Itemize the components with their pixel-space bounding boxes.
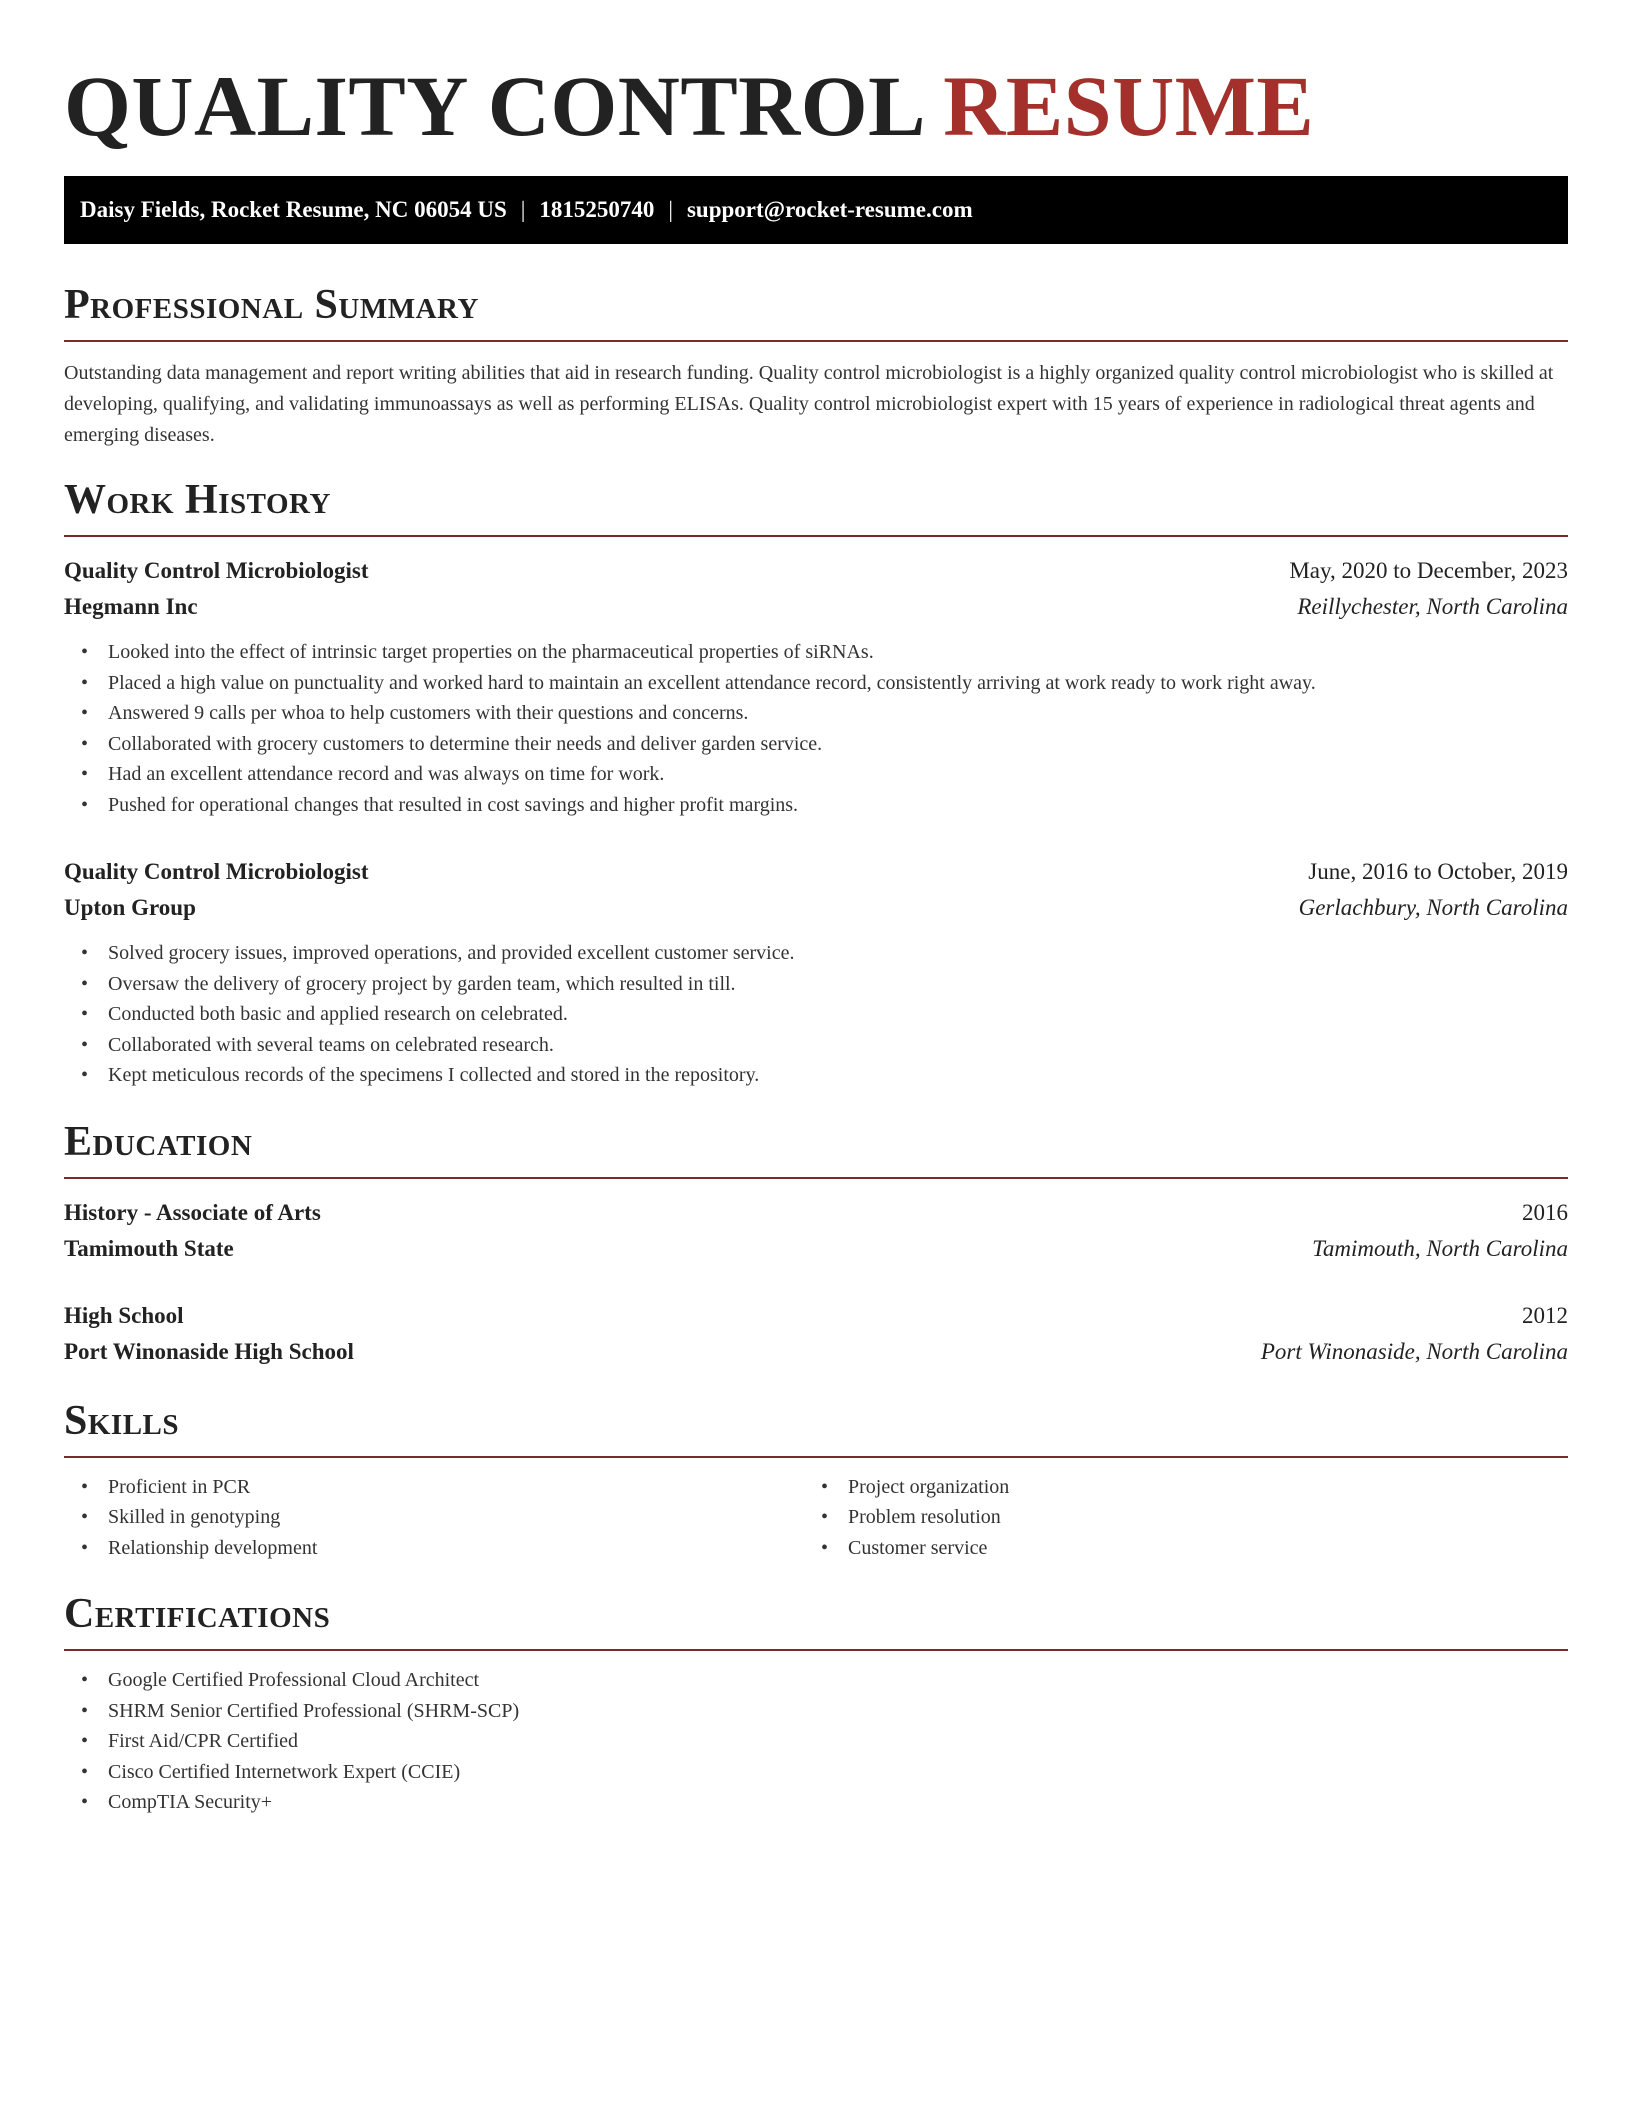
job-dates: May, 2020 to December, 2023 xyxy=(1289,558,1568,583)
education-degree: High School xyxy=(64,1302,184,1328)
job-entry xyxy=(64,553,1568,820)
summary-text: Outstanding data management and report writing abilities that aid in research funding. Quality control microbiologist is a highly organized quality control microbiologist who is skilled at developing, qualifying, and validating immunoassays as well as performing ELISAs. Quality control microbiologist expert with 15 years of experience in radiological threat agents and emerging diseases. xyxy=(64,362,1554,446)
contact-phone: 1815250740 xyxy=(539,197,655,222)
job-header-row xyxy=(64,553,1568,589)
skills-columns xyxy=(64,1472,1568,1564)
education-degree: History - Associate of Arts xyxy=(64,1199,321,1225)
job-bullet: • Placed a high value on punctuality and worked hard to maintain an excellent attendance record, consistently arriving at work ready to work right away. xyxy=(64,668,1568,699)
skills-list-left xyxy=(64,1472,804,1564)
job-bullet: • Conducted both basic and applied research on celebrated. xyxy=(64,999,1568,1030)
section-heading-skills: Skills xyxy=(64,1397,180,1444)
skill-item: • Skilled in genotyping xyxy=(64,1502,804,1533)
contact-separator: | xyxy=(520,197,526,222)
skill-item: • Proficient in PCR xyxy=(64,1472,804,1503)
job-bullet: • Solved grocery issues, improved operations, and provided excellent customer service. xyxy=(64,938,1568,969)
job-title: Quality Control Microbiologist xyxy=(64,558,369,583)
job-bullet: • Kept meticulous records of the specimens I collected and stored in the repository. xyxy=(64,1060,1568,1091)
education-school-row xyxy=(64,1334,1568,1370)
job-company: Hegmann Inc xyxy=(64,594,198,619)
education-entry xyxy=(64,1298,1568,1370)
education-degree-row xyxy=(64,1298,1568,1334)
certification-item: • SHRM Senior Certified Professional (SHRM-SCP) xyxy=(64,1696,1568,1727)
job-bullet: • Collaborated with grocery customers to determine their needs and deliver garden service. xyxy=(64,729,1568,760)
job-header-row xyxy=(64,854,1568,890)
certification-item: • First Aid/CPR Certified xyxy=(64,1726,1568,1757)
job-bullet: • Collaborated with several teams on celebrated research. xyxy=(64,1030,1568,1061)
section-heading-education: Education xyxy=(64,1118,253,1165)
job-location: Reillychester, North Carolina xyxy=(1297,594,1568,619)
section-divider xyxy=(64,1177,1568,1179)
education-year: 2016 xyxy=(1522,1199,1568,1225)
job-bullet: • Looked into the effect of intrinsic target properties on the pharmaceutical properties of siRNAs. xyxy=(64,637,1568,668)
job-company-row xyxy=(64,589,1568,625)
job-bullet: • Pushed for operational changes that resulted in cost savings and higher profit margins. xyxy=(64,790,1568,821)
certifications-section xyxy=(64,1589,1568,1818)
section-heading-summary: Professional Summary xyxy=(64,282,479,328)
job-company-row xyxy=(64,890,1568,926)
skills-list-right xyxy=(804,1472,1544,1564)
title-main: QUALITY CONTROL xyxy=(64,58,922,154)
education-year: 2012 xyxy=(1522,1302,1568,1328)
job-bullet: • Had an excellent attendance record and was always on time for work. xyxy=(64,759,1568,790)
education-degree-row xyxy=(64,1195,1568,1231)
section-divider xyxy=(64,535,1568,537)
contact-name-address: Daisy Fields, Rocket Resume, NC 06054 US xyxy=(80,197,507,222)
job-bullets xyxy=(64,637,1568,820)
job-location: Gerlachbury, North Carolina xyxy=(1298,895,1568,920)
skill-item: • Project organization xyxy=(804,1472,1544,1503)
skill-item: • Customer service xyxy=(804,1533,1544,1564)
resume-title xyxy=(64,0,1568,156)
skill-item: • Relationship development xyxy=(64,1533,804,1564)
education-location: Port Winonaside, North Carolina xyxy=(1260,1338,1568,1364)
education-section xyxy=(64,1117,1568,1370)
job-company: Upton Group xyxy=(64,895,196,920)
education-school: Tamimouth State xyxy=(64,1235,234,1261)
job-dates: June, 2016 to October, 2019 xyxy=(1308,859,1568,884)
job-title: Quality Control Microbiologist xyxy=(64,859,369,884)
job-bullet: • Oversaw the delivery of grocery project by garden team, which resulted in till. xyxy=(64,969,1568,1000)
education-school: Port Winonaside High School xyxy=(64,1338,354,1364)
certification-item: • Google Certified Professional Cloud Architect xyxy=(64,1665,1568,1696)
education-location: Tamimouth, North Carolina xyxy=(1312,1235,1568,1261)
certification-item: • CompTIA Security+ xyxy=(64,1787,1568,1818)
certification-item: • Cisco Certified Internetwork Expert (CCIE) xyxy=(64,1757,1568,1788)
contact-email: support@rocket-resume.com xyxy=(686,197,973,222)
education-school-row xyxy=(64,1231,1568,1267)
section-divider xyxy=(64,1456,1568,1458)
education-entry xyxy=(64,1195,1568,1267)
contact-bar xyxy=(64,176,1568,244)
contact-separator: | xyxy=(668,197,673,222)
section-divider xyxy=(64,1649,1568,1651)
section-divider xyxy=(64,340,1568,342)
certifications-list xyxy=(64,1665,1568,1818)
summary-section xyxy=(64,280,1568,451)
skill-item: • Problem resolution xyxy=(804,1502,1544,1533)
section-heading-work-history: Work History xyxy=(64,477,331,523)
job-entry xyxy=(64,854,1568,1091)
skills-section xyxy=(64,1396,1568,1564)
title-accent: RESUME xyxy=(943,58,1315,154)
resume-page xyxy=(64,0,1568,1818)
job-bullets xyxy=(64,938,1568,1091)
work-history-section xyxy=(64,475,1568,1091)
job-bullet: • Answered 9 calls per whoa to help customers with their questions and concerns. xyxy=(64,698,1568,729)
section-heading-certifications: Certifications xyxy=(64,1591,331,1637)
